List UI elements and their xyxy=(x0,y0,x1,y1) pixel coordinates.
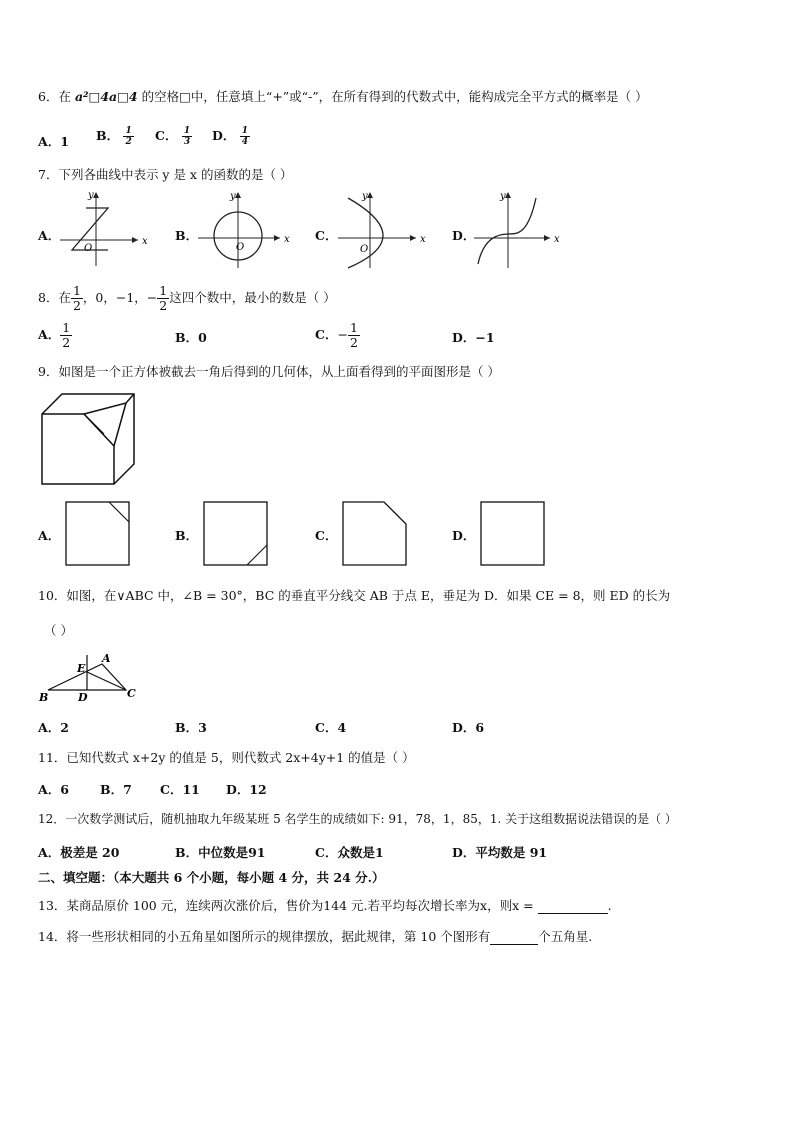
q11-option-a[interactable]: A．6 xyxy=(38,782,69,797)
q10-triangle-figure xyxy=(38,650,148,706)
q9-option-c-label[interactable]: C． xyxy=(315,528,338,543)
q13-answer-blank[interactable] xyxy=(538,897,608,914)
x-axis-label: x xyxy=(554,234,560,245)
q11-option-d[interactable]: D．12 xyxy=(226,782,267,797)
corner-line xyxy=(109,502,129,522)
q7-option-b-label[interactable]: B． xyxy=(175,228,199,243)
origin-label: O xyxy=(360,244,369,255)
q8-option-d[interactable]: D．−1 xyxy=(452,330,495,345)
q12-option-d[interactable]: D．平均数是 91 xyxy=(452,845,548,860)
y-arrow-icon xyxy=(367,192,373,198)
q6-option-a[interactable]: A．1 xyxy=(38,134,69,149)
q9-figure-d[interactable] xyxy=(480,501,546,567)
x-arrow-icon xyxy=(132,237,138,243)
cubic-curve xyxy=(478,198,536,264)
q6-stem: 6．在 a²□4a□4 的空格□中，任意填上“+”或“-”，在所有得到的代数式中，能构成完全平方式的概率是（ ） xyxy=(38,89,648,104)
q8-option-a[interactable]: A． $\frac{1}{2}$ xyxy=(38,320,71,350)
q6-option-c[interactable]: C． $\frac{1}{3}$ xyxy=(155,126,191,147)
q6-option-b[interactable]: B． $\frac{1}{2}$ xyxy=(96,126,132,147)
fraction: $\frac{1}{2}$ xyxy=(159,283,168,313)
x-axis-label: x xyxy=(142,236,148,247)
corner-line xyxy=(247,545,267,565)
fraction: $\frac{1}{2}$ xyxy=(62,320,71,350)
section-heading: 二、填空题：（本大题共 6 个小题，每小题 4 分，共 24 分.） xyxy=(38,870,385,885)
label-d: D xyxy=(78,691,88,704)
q10-option-d[interactable]: D．6 xyxy=(452,720,485,735)
x-arrow-icon xyxy=(274,235,280,241)
q6-option-d[interactable]: D． $\frac{1}{4}$ xyxy=(212,126,248,147)
q11-option-b[interactable]: B．7 xyxy=(100,782,132,797)
fraction: $\frac{1}{2}$ xyxy=(349,320,358,350)
q12-stem: 12．一次数学测试后，随机抽取九年级某班 5 名学生的成绩如下: 91，78，1，85，1. 关于这组数据说法错误的是（ ） xyxy=(38,812,677,826)
q7-graph-d[interactable] xyxy=(474,190,564,270)
origin-label: O xyxy=(236,242,245,253)
q11-stem: 11．已知代数式 x+2y 的值是 5，则代数式 2x+4y+1 的值是（ ） xyxy=(38,750,415,765)
square xyxy=(66,502,129,565)
q7-option-a-label[interactable]: A． xyxy=(38,228,61,243)
q9-figure-b[interactable] xyxy=(203,501,269,567)
q8-stem: 8．在 $\frac{1}{2}$ ，0，−1，− $\frac{1}{2}$ 这四个数中，最小的数是（ ） xyxy=(38,283,336,313)
q9-option-d-label[interactable]: D． xyxy=(452,528,476,543)
segment-ce xyxy=(87,672,126,690)
q9-option-a-label[interactable]: A． xyxy=(38,528,61,543)
square xyxy=(204,502,267,565)
q7-graph-c[interactable] xyxy=(338,190,428,270)
parabola-curve xyxy=(348,198,383,268)
fraction: $\frac{1}{2}$ xyxy=(125,126,132,147)
label-e: E xyxy=(77,662,86,675)
label-a: A xyxy=(102,652,111,665)
x-axis-label: x xyxy=(420,234,426,245)
cube-edge xyxy=(126,394,134,403)
y-arrow-icon xyxy=(235,192,241,198)
x-arrow-icon xyxy=(410,235,416,241)
q9-figure-c[interactable] xyxy=(342,501,408,567)
q9-figure-a[interactable] xyxy=(65,501,131,567)
q8-option-b[interactable]: B．0 xyxy=(175,330,207,345)
x-axis-label: x xyxy=(284,234,290,245)
q13-stem: 13．某商品原价 100 元，连续两次涨价后，售价为144 元.若平均每次增长率为x，则x = . xyxy=(38,898,612,913)
label-c: C xyxy=(127,687,136,700)
cut-triangle xyxy=(84,403,126,446)
cut-edge xyxy=(84,414,104,434)
y-axis-label: y xyxy=(230,191,236,202)
q10-stem: 10．如图，在∨ABC 中，∠B = 30°，BC 的垂直平分线交 AB 于点 E，垂足为 D．如果 CE = 8，则 ED 的长为 xyxy=(38,588,671,603)
fraction: $\frac{1}{2}$ xyxy=(72,283,81,313)
q7-option-d-label[interactable]: D． xyxy=(452,228,476,243)
q7-graph-b[interactable] xyxy=(198,190,288,270)
fraction: $\frac{1}{3}$ xyxy=(183,126,191,147)
y-arrow-icon xyxy=(505,192,511,198)
q10-option-b[interactable]: B．3 xyxy=(175,720,207,735)
square xyxy=(481,502,544,565)
q10-option-c[interactable]: C．4 xyxy=(315,720,347,735)
q7-option-c-label[interactable]: C． xyxy=(315,228,338,243)
q8-option-c[interactable]: C．− $\frac{1}{2}$ xyxy=(315,320,358,350)
cube-outline xyxy=(42,394,134,484)
q14-stem: 14．将一些形状相同的小五角星如图所示的规律摆放，据此规律，第 10 个图形有 个五角星. xyxy=(38,929,593,944)
q10-paren: （ ） xyxy=(44,623,73,638)
q14-answer-blank[interactable] xyxy=(490,928,538,945)
q7-stem: 7．下列各曲线中表示 y 是 x 的函数的是（ ） xyxy=(38,167,293,182)
fraction: $\frac{1}{4}$ xyxy=(241,126,248,147)
y-arrow-icon xyxy=(93,192,99,198)
x-arrow-icon xyxy=(544,235,550,241)
q10-option-a[interactable]: A．2 xyxy=(38,720,69,735)
q6-expression: a²□4a□4 xyxy=(74,89,138,104)
y-axis-label: y xyxy=(500,191,506,202)
q9-solid-figure xyxy=(38,390,138,490)
q12-option-c[interactable]: C．众数是1 xyxy=(315,845,384,860)
q12-option-b[interactable]: B．中位数是91 xyxy=(175,845,266,860)
q11-option-c[interactable]: C．11 xyxy=(160,782,200,797)
q9-option-b-label[interactable]: B． xyxy=(175,528,199,543)
cut-square xyxy=(343,502,406,565)
origin-label: O xyxy=(84,243,93,254)
y-axis-label: y xyxy=(88,190,94,201)
q7-graph-a[interactable] xyxy=(60,188,150,270)
y-axis-label: y xyxy=(362,191,368,202)
q9-stem: 9．如图是一个正方体被截去一角后得到的几何体，从上面看得到的平面图形是（ ） xyxy=(38,364,500,379)
label-b: B xyxy=(39,691,49,704)
q12-option-a[interactable]: A．极差是 20 xyxy=(38,845,120,860)
